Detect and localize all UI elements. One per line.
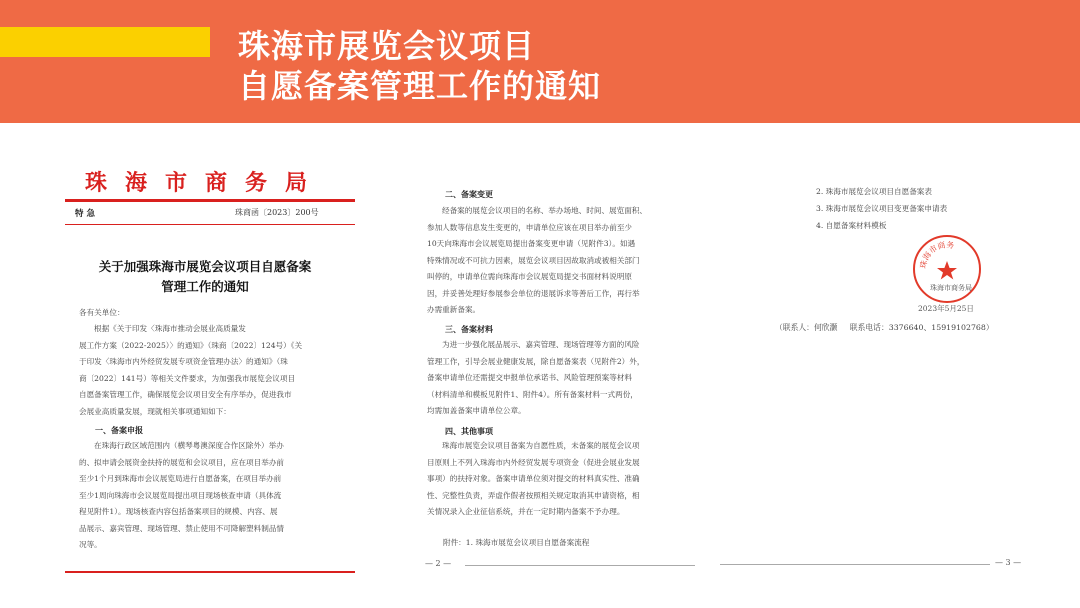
document-title	[80, 257, 330, 297]
page-footer-line	[465, 565, 695, 566]
page-number: — 2 —	[425, 559, 452, 568]
section-4-heading: 四、其他事项	[445, 427, 493, 436]
seal-label: 珠海市商务局	[930, 284, 972, 292]
intro-line: 展工作方案（2022-2025）〉的通知》（珠商〔2022〕124号）《关	[79, 340, 303, 350]
text-line: 在珠海行政区域范围内（横琴粤澳深度合作区除外）举办	[94, 441, 284, 450]
page-footer-line	[720, 564, 990, 565]
attachment-item: 2. 珠海市展览会议项目自愿备案表	[816, 187, 932, 196]
text-line: 关情况录入企业征信系统，并在一定时期内备案不予办理。	[427, 507, 625, 516]
svg-text:珠海市商务	[918, 239, 955, 269]
text-line: 经备案的展览会议项目的名称、举办场地、时间、展览面积、	[442, 206, 648, 215]
intro-line: 自愿备案管理工作，确保展览会议项目安全有序举办，促进我市	[79, 390, 292, 399]
accent-bar	[0, 27, 210, 57]
doc-title-line-1: 关于加强珠海市展览会议项目自愿备案	[98, 259, 312, 274]
section-1-heading: 一、备案申报	[95, 426, 143, 435]
text-line: 至少1周向珠海市会议展览局提出项目现场核查申请（具体流	[79, 490, 282, 500]
document-page-2	[55, 123, 355, 608]
text-line: 因，并妥善处理好参展参会单位的退展诉求等善后工作，再行举	[427, 288, 640, 298]
text-line: 管理工作，引导会展业健康发展，除自愿备案表（见附件2）外，	[427, 356, 645, 366]
text-line: 特殊情况或不可抗力因素，展览会议项目因故取消或被相关部门	[427, 255, 640, 265]
text-line: 珠海市展览会议项目备案为自愿性质，未备案的展览会议项	[442, 441, 640, 450]
text-line: 的、拟申请会展资金扶持的展览和会议项目，应在项目举办前	[79, 457, 285, 467]
page-title	[238, 26, 601, 106]
urgency-label: 特 急	[75, 209, 95, 219]
salutation: 各有关单位：	[79, 308, 125, 317]
text-line: 参加人数等信息发生变更的，申请单位应该在项目举办前至少	[427, 222, 633, 232]
text-line: 叫停的，申请单位需向珠海市会议展览局提交书面材料说明原	[427, 272, 633, 281]
seal-arc-text: 珠海市商务	[918, 240, 955, 270]
text-line: 性、完整性负责，弄虚作假者按照相关规定取消其申请资格，相	[427, 490, 640, 500]
text-line: 10天向珠海市会议展览局提出备案变更申请（见附件3）。如遇	[427, 239, 636, 248]
text-line: 至少1个月到珠海市会议展览局进行自愿备案，在项目举办前	[79, 474, 282, 483]
intro-line: 会展业高质量发展，现就相关事项通知如下：	[79, 406, 231, 416]
intro-line: 于印发〈珠海市内外经贸发展专项资金管理办法〉的通知》（珠	[79, 357, 288, 366]
text-line: 均需加盖备案申请单位公章。	[427, 406, 526, 415]
document-page-2-continued	[405, 123, 695, 608]
page-number: — 3 —	[995, 558, 1022, 567]
text-line: 程见附件1）。现场核查内容包括备案项目的规模、内容、展	[79, 507, 278, 516]
text-line: 况等。	[79, 540, 102, 549]
section-3-paragraph	[427, 337, 697, 420]
text-line: 备案申请单位还需提交申报单位承诺书、风险管理预案等材料	[427, 373, 633, 382]
attachment-item: 3. 珠海市展览会议项目变更备案申请表	[816, 204, 948, 213]
intro-paragraph	[79, 321, 349, 420]
document-page-3	[720, 123, 1050, 608]
issue-date: 2023年5月25日	[918, 304, 974, 313]
red-header-rule	[65, 199, 355, 202]
text-line: 办需重新备案。	[427, 305, 481, 314]
text-line: （材料清单和模板见附件1、附件4）。所有备案材料一式两份，	[427, 389, 638, 399]
title-line-2: 自愿备案管理工作的通知	[238, 67, 602, 105]
text-line: 为进一步强化展品展示、嘉宾管理、现场管理等方面的风险	[442, 340, 640, 349]
header-banner	[0, 0, 1080, 123]
contact-info: （联系人：何欣灏 联系电话：3376640、15919102768）	[775, 323, 994, 332]
title-line-1: 珠海市展览会议项目	[238, 27, 536, 65]
intro-line: 根据《关于印发〈珠海市推动会展业高质量发	[94, 324, 246, 333]
text-line: 事项）的扶持对象。备案申请单位须对提交的材料真实性、准确	[427, 474, 640, 483]
issuing-organization: 珠海市商务局	[85, 170, 326, 196]
intro-line: 商〔2022〕141号）等相关文件要求，为加强我市展览会议项目	[79, 373, 296, 383]
section-2-paragraph	[427, 203, 697, 319]
text-line: 品展示、嘉宾管理、现场管理、禁止使用不可降解塑料制品情	[79, 523, 285, 533]
red-footer-rule	[65, 571, 355, 573]
document-number: 珠商函〔2023〕200号	[235, 208, 319, 217]
text-line: 目原则上不列入珠海市内外经贸发展专项资金（促进会展业发展	[427, 457, 640, 467]
section-3-heading: 三、备案材料	[445, 325, 493, 334]
red-divider	[65, 224, 355, 225]
section-4-paragraph	[427, 438, 697, 521]
doc-title-line-2: 管理工作的通知	[161, 279, 249, 294]
section-2-heading: 二、备案变更	[445, 190, 493, 199]
attachment-line: 附件：1. 珠海市展览会议项目自愿备案流程	[443, 538, 590, 547]
section-1-paragraph	[79, 438, 349, 554]
attachment-item: 4. 自愿备案材料模板	[816, 221, 887, 230]
